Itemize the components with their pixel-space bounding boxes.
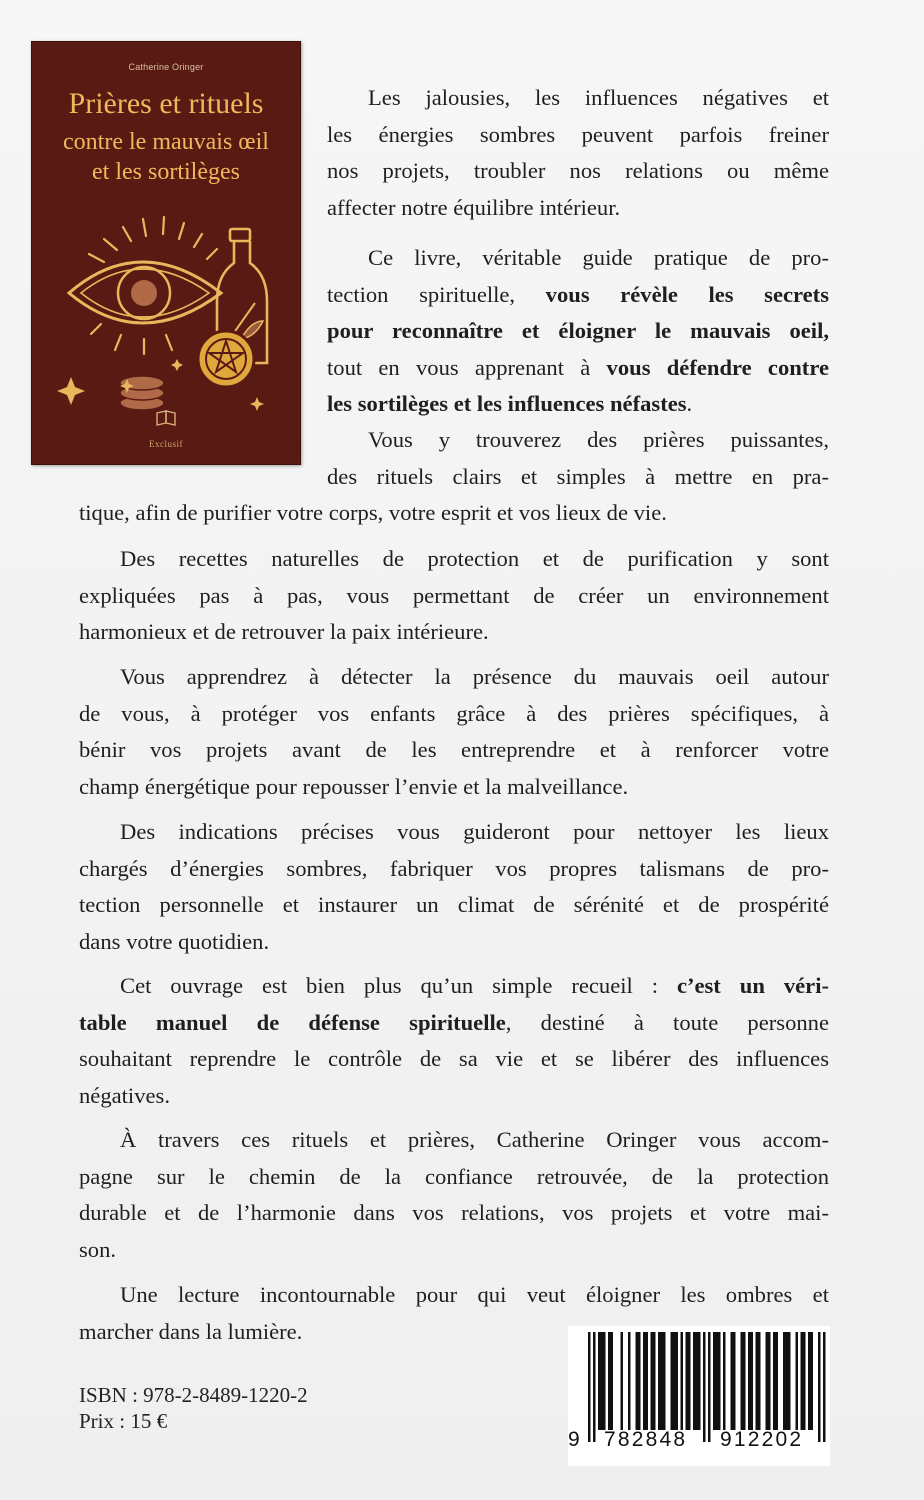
barcode-bar bbox=[611, 1332, 614, 1430]
text-line: les énergies sombres peuvent parfois freiner bbox=[327, 121, 829, 147]
text-line: son. bbox=[79, 1236, 117, 1262]
text-line: Vous y trouverez des prières puissantes, bbox=[368, 427, 829, 452]
barcode-bar bbox=[773, 1332, 776, 1430]
text-line: chargés d’énergies sombres, fabriquer vos propres talismans de pro- bbox=[79, 855, 829, 881]
text-line: souhaitant reprendre le contrôle de sa vie et se libérer des influences bbox=[79, 1046, 829, 1071]
barcode-bar bbox=[803, 1332, 806, 1430]
barcode-bar bbox=[796, 1332, 799, 1430]
barcode-bar bbox=[783, 1332, 786, 1430]
barcode-bar bbox=[766, 1332, 769, 1430]
eye-rays-icon bbox=[89, 217, 217, 262]
book-logo-icon bbox=[157, 411, 175, 425]
text-line bbox=[79, 968, 829, 1005]
barcode-bar bbox=[663, 1332, 666, 1430]
barcode-bar bbox=[756, 1332, 759, 1430]
text-segment: tection spirituelle, bbox=[327, 281, 546, 307]
text-line: pagne sur le chemin de la confiance retrouvée, de la protection bbox=[79, 1163, 829, 1189]
eye-icon bbox=[69, 262, 221, 323]
barcode-bar bbox=[676, 1332, 679, 1430]
cover-subtitle-line1: contre le mauvais œil bbox=[63, 129, 269, 155]
barcode-guard-bar bbox=[818, 1332, 821, 1442]
barcode-bar bbox=[653, 1332, 656, 1430]
text-line bbox=[79, 1005, 829, 1042]
text-line bbox=[327, 386, 829, 423]
bold-text: pour reconnaître et éloigner le mauvais oeil bbox=[327, 318, 824, 343]
barcode-bar bbox=[621, 1332, 624, 1430]
barcode-bar bbox=[801, 1332, 804, 1430]
barcode-bar bbox=[723, 1332, 726, 1430]
barcode-bar bbox=[638, 1332, 641, 1430]
text-line: champ énergétique pour repousser l’envie et la malveillance. bbox=[79, 773, 629, 799]
barcode-guard-bar bbox=[593, 1332, 596, 1442]
barcode-bar bbox=[646, 1332, 649, 1430]
paragraph-indications bbox=[79, 814, 829, 960]
text-line: des rituels clairs et simples à mettre en pra- bbox=[327, 463, 829, 489]
barcode-bar bbox=[658, 1332, 661, 1430]
text-line bbox=[327, 277, 829, 314]
paragraph-recipes bbox=[79, 541, 829, 651]
paragraph-evil-eye bbox=[79, 659, 829, 805]
text-segment: , destiné à toute personne bbox=[505, 1009, 829, 1035]
barcode-guard-bar bbox=[588, 1332, 591, 1442]
barcode-bar bbox=[786, 1332, 789, 1430]
barcode-bar bbox=[598, 1332, 601, 1430]
text-line: de vous, à protéger vos enfants grâce à des prières spécifiques, à bbox=[79, 700, 829, 726]
bold-text: vous révèle les secrets bbox=[545, 281, 829, 307]
barcode-bar bbox=[713, 1332, 716, 1430]
price-label: Prix : 15 € bbox=[79, 1409, 168, 1433]
cover-subtitle-line2: et les sortilèges bbox=[92, 159, 240, 185]
barcode-bar bbox=[776, 1332, 779, 1430]
barcode-bar bbox=[808, 1332, 811, 1430]
text-line: bénir vos projets avant de les entreprendre et à renforcer votre bbox=[79, 737, 829, 762]
barcode-bar bbox=[743, 1332, 746, 1430]
bold-text: les sortilèges et les influences néfastes bbox=[327, 391, 687, 416]
barcode-bar bbox=[601, 1332, 604, 1430]
text-line: nos projets, troubler nos relations ou même bbox=[327, 158, 829, 183]
barcode-bar bbox=[731, 1332, 734, 1430]
barcode-right-group: 912202 bbox=[720, 1428, 804, 1451]
paragraph-book-purpose bbox=[327, 240, 829, 423]
text-segment: Cet ouvrage est bien plus qu’un simple recueil : bbox=[120, 973, 677, 998]
cover-author: Catherine Oringer bbox=[128, 62, 204, 72]
text-line bbox=[327, 313, 829, 350]
barcode-bar bbox=[681, 1332, 684, 1430]
text-line: dans votre quotidien. bbox=[79, 928, 270, 954]
text-line: Une lecture incontournable pour qui veut éloigner les ombres et bbox=[120, 1282, 829, 1307]
bold-text: , bbox=[823, 318, 829, 343]
barcode-bar bbox=[643, 1332, 646, 1430]
barcode-bar bbox=[811, 1332, 814, 1430]
text-line: expliquées pas à pas, vous permettant de créer un environnement bbox=[79, 582, 829, 608]
text-line: tique, afin de purifier votre corps, votre esprit et vos lieux de vie. bbox=[79, 500, 667, 525]
paragraph-author bbox=[79, 1122, 829, 1268]
cover-title: Prières et rituels bbox=[68, 87, 264, 120]
barcode-first-digit: 9 bbox=[568, 1428, 580, 1451]
text-segment: . bbox=[686, 391, 693, 416]
text-line: harmonieux et de retrouver la paix intérieure. bbox=[79, 619, 489, 644]
barcode-bar bbox=[698, 1332, 701, 1430]
paragraph-intro bbox=[327, 80, 829, 226]
barcode-bar bbox=[686, 1332, 689, 1430]
text-line: négatives. bbox=[79, 1082, 170, 1108]
text-line: À travers ces rituels et prières, Catherine Oringer vous accom- bbox=[120, 1127, 829, 1152]
barcode-bar bbox=[788, 1332, 791, 1430]
barcode-bar bbox=[758, 1332, 761, 1430]
paragraph-manual bbox=[79, 968, 829, 1114]
cover-publisher: Exclusif bbox=[149, 439, 183, 449]
text-line bbox=[327, 350, 829, 387]
barcode-bar bbox=[671, 1332, 674, 1430]
pentacle-coin-icon bbox=[198, 331, 254, 387]
text-line: Des recettes naturelles de protection et de purification y sont bbox=[120, 546, 829, 571]
barcode-bar bbox=[673, 1332, 676, 1430]
barcode-bar bbox=[748, 1332, 751, 1430]
barcode-bar bbox=[716, 1332, 719, 1430]
text-segment: tout en vous apprenant à bbox=[327, 354, 607, 380]
front-cover-thumbnail bbox=[31, 41, 301, 465]
barcode-bar bbox=[651, 1332, 654, 1430]
barcode-bar bbox=[693, 1332, 696, 1430]
text-line: marcher dans la lumière. bbox=[79, 1318, 303, 1344]
text-line: durable et de l’harmonie dans vos relations, vos projets et votre mai- bbox=[79, 1200, 829, 1225]
barcode-bar bbox=[636, 1332, 639, 1430]
text-line: Vous apprendrez à détecter la présence du mauvais oeil autour bbox=[120, 664, 829, 689]
barcode-bar bbox=[718, 1332, 721, 1430]
text-line: Ce livre, véritable guide pratique de pro- bbox=[368, 245, 829, 270]
barcode-bar bbox=[696, 1332, 699, 1430]
barcode-guard-bar bbox=[823, 1332, 826, 1442]
barcode-bar bbox=[733, 1332, 736, 1430]
text-line: affecter notre équilibre intérieur. bbox=[327, 194, 621, 220]
bold-text: c’est un véri- bbox=[676, 973, 829, 998]
barcode-left-group: 782848 bbox=[604, 1428, 688, 1451]
barcode-guard-bar bbox=[708, 1332, 711, 1442]
text-line: Les jalousies, les influences négatives et bbox=[368, 85, 829, 110]
isbn-label: ISBN : 978-2-8489-1220-2 bbox=[79, 1383, 308, 1407]
barcode-bar bbox=[628, 1332, 631, 1430]
barcode bbox=[568, 1326, 830, 1466]
barcode-bar bbox=[751, 1332, 754, 1430]
bold-text: vous défendre contre bbox=[606, 354, 829, 380]
barcode-bar bbox=[661, 1332, 664, 1430]
barcode-bar bbox=[608, 1332, 611, 1430]
text-line: tection personnelle et instaurer un climat de sérénité et de prospérité bbox=[79, 892, 829, 917]
text-line: Des indications précises vous guideront pour nettoyer les lieux bbox=[120, 819, 829, 844]
barcode-bar bbox=[688, 1332, 691, 1430]
bold-text: table manuel de défense spirituelle bbox=[79, 1009, 506, 1035]
barcode-bar bbox=[741, 1332, 744, 1430]
barcode-bar bbox=[768, 1332, 771, 1430]
barcode-guard-bar bbox=[703, 1332, 706, 1442]
cover-illustration bbox=[31, 41, 301, 465]
barcode-bar bbox=[603, 1332, 606, 1430]
